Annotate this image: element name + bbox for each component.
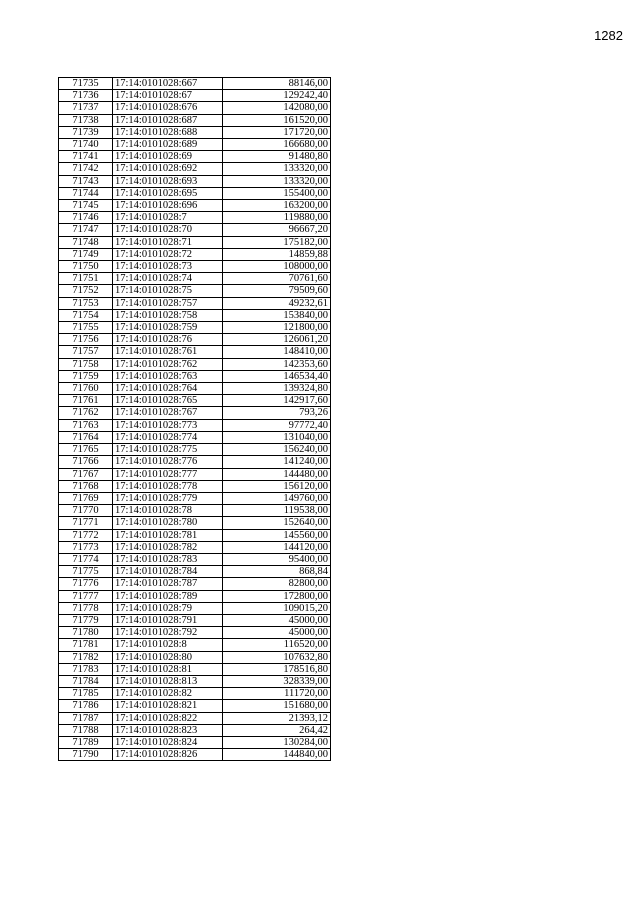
row-number-cell: 71744 — [59, 187, 113, 199]
table-row — [59, 590, 331, 602]
table-row — [59, 285, 331, 297]
row-number-cell: 71767 — [59, 468, 113, 480]
cadastral-number-cell: 17:14:0101028:778 — [113, 480, 223, 492]
cadastral-number-cell: 17:14:0101028:78 — [113, 505, 223, 517]
cadastral-value-cell: 142917,60 — [223, 395, 331, 407]
row-number-cell: 71762 — [59, 407, 113, 419]
cadastral-value-cell: 97772,40 — [223, 419, 331, 431]
cadastral-number-cell: 17:14:0101028:689 — [113, 139, 223, 151]
cadastral-number-cell: 17:14:0101028:787 — [113, 578, 223, 590]
cadastral-number-cell: 17:14:0101028:74 — [113, 273, 223, 285]
table-row — [59, 444, 331, 456]
table-row — [59, 639, 331, 651]
table-row — [59, 236, 331, 248]
cadastral-value-cell: 146534,40 — [223, 370, 331, 382]
cadastral-value-cell: 119538,00 — [223, 505, 331, 517]
cadastral-value-cell: 171720,00 — [223, 126, 331, 138]
cadastral-value-cell: 156240,00 — [223, 444, 331, 456]
table-row — [59, 675, 331, 687]
cadastral-value-cell: 133320,00 — [223, 175, 331, 187]
table-row — [59, 126, 331, 138]
cadastral-value-cell: 145560,00 — [223, 529, 331, 541]
cadastral-number-cell: 17:14:0101028:792 — [113, 627, 223, 639]
cadastral-number-cell: 17:14:0101028:791 — [113, 614, 223, 626]
cadastral-value-cell: 95400,00 — [223, 553, 331, 565]
cadastral-number-cell: 17:14:0101028:784 — [113, 566, 223, 578]
cadastral-value-cell: 155400,00 — [223, 187, 331, 199]
table-row — [59, 383, 331, 395]
cadastral-number-cell: 17:14:0101028:757 — [113, 297, 223, 309]
table-row — [59, 370, 331, 382]
cadastral-number-cell: 17:14:0101028:693 — [113, 175, 223, 187]
table-row — [59, 114, 331, 126]
cadastral-value-cell: 148410,00 — [223, 346, 331, 358]
cadastral-value-cell: 119880,00 — [223, 212, 331, 224]
cadastral-number-cell: 17:14:0101028:72 — [113, 248, 223, 260]
cadastral-number-cell: 17:14:0101028:687 — [113, 114, 223, 126]
row-number-cell: 71778 — [59, 602, 113, 614]
table-row — [59, 334, 331, 346]
table-row — [59, 456, 331, 468]
table-row — [59, 273, 331, 285]
table-row — [59, 492, 331, 504]
cadastral-number-cell: 17:14:0101028:779 — [113, 492, 223, 504]
table-row — [59, 736, 331, 748]
row-number-cell: 71751 — [59, 273, 113, 285]
cadastral-value-cell: 79509,60 — [223, 285, 331, 297]
row-number-cell: 71761 — [59, 395, 113, 407]
row-number-cell: 71787 — [59, 712, 113, 724]
cadastral-number-cell: 17:14:0101028:76 — [113, 334, 223, 346]
table-row — [59, 468, 331, 480]
row-number-cell: 71750 — [59, 261, 113, 273]
row-number-cell: 71747 — [59, 224, 113, 236]
row-number-cell: 71788 — [59, 724, 113, 736]
table-row — [59, 163, 331, 175]
table-row — [59, 261, 331, 273]
row-number-cell: 71752 — [59, 285, 113, 297]
table-row — [59, 480, 331, 492]
row-number-cell: 71784 — [59, 675, 113, 687]
table-row — [59, 90, 331, 102]
table-body — [59, 78, 331, 761]
cadastral-value-cell: 868,84 — [223, 566, 331, 578]
row-number-cell: 71741 — [59, 151, 113, 163]
cadastral-number-cell: 17:14:0101028:8 — [113, 639, 223, 651]
cadastral-value-cell: 163200,00 — [223, 200, 331, 212]
cadastral-number-cell: 17:14:0101028:70 — [113, 224, 223, 236]
cadastral-value-cell: 96667,20 — [223, 224, 331, 236]
table-row — [59, 529, 331, 541]
cadastral-value-cell: 45000,00 — [223, 614, 331, 626]
cadastral-value-cell: 130284,00 — [223, 736, 331, 748]
cadastral-value-cell: 45000,00 — [223, 627, 331, 639]
row-number-cell: 71770 — [59, 505, 113, 517]
cadastral-number-cell: 17:14:0101028:781 — [113, 529, 223, 541]
row-number-cell: 71774 — [59, 553, 113, 565]
cadastral-number-cell: 17:14:0101028:777 — [113, 468, 223, 480]
cadastral-number-cell: 17:14:0101028:676 — [113, 102, 223, 114]
row-number-cell: 71746 — [59, 212, 113, 224]
table-row — [59, 517, 331, 529]
cadastral-value-cell: 82800,00 — [223, 578, 331, 590]
cadastral-number-cell: 17:14:0101028:823 — [113, 724, 223, 736]
cadastral-number-cell: 17:14:0101028:776 — [113, 456, 223, 468]
cadastral-value-cell: 108000,00 — [223, 261, 331, 273]
cadastral-value-cell: 161520,00 — [223, 114, 331, 126]
cadastral-value-cell: 107632,80 — [223, 651, 331, 663]
row-number-cell: 71781 — [59, 639, 113, 651]
table-row — [59, 102, 331, 114]
row-number-cell: 71764 — [59, 431, 113, 443]
cadastral-value-cell: 142080,00 — [223, 102, 331, 114]
table-row — [59, 627, 331, 639]
row-number-cell: 71772 — [59, 529, 113, 541]
cadastral-value-cell: 21393,12 — [223, 712, 331, 724]
table-row — [59, 212, 331, 224]
table-row — [59, 224, 331, 236]
cadastral-number-cell: 17:14:0101028:73 — [113, 261, 223, 273]
cadastral-value-cell: 151680,00 — [223, 700, 331, 712]
cadastral-number-cell: 17:14:0101028:765 — [113, 395, 223, 407]
table-row — [59, 309, 331, 321]
row-number-cell: 71745 — [59, 200, 113, 212]
cadastral-value-cell: 172800,00 — [223, 590, 331, 602]
page-number: 1282 — [594, 28, 623, 43]
row-number-cell: 71783 — [59, 663, 113, 675]
cadastral-number-cell: 17:14:0101028:79 — [113, 602, 223, 614]
row-number-cell: 71769 — [59, 492, 113, 504]
table-row — [59, 419, 331, 431]
cadastral-number-cell: 17:14:0101028:773 — [113, 419, 223, 431]
cadastral-value-cell: 88146,00 — [223, 78, 331, 90]
cadastral-value-cell: 133320,00 — [223, 163, 331, 175]
cadastral-number-cell: 17:14:0101028:764 — [113, 383, 223, 395]
cadastral-number-cell: 17:14:0101028:695 — [113, 187, 223, 199]
table-row — [59, 431, 331, 443]
row-number-cell: 71777 — [59, 590, 113, 602]
row-number-cell: 71759 — [59, 370, 113, 382]
cadastral-number-cell: 17:14:0101028:69 — [113, 151, 223, 163]
cadastral-number-cell: 17:14:0101028:67 — [113, 90, 223, 102]
table-row — [59, 395, 331, 407]
row-number-cell: 71748 — [59, 236, 113, 248]
row-number-cell: 71763 — [59, 419, 113, 431]
cadastral-value-cell: 152640,00 — [223, 517, 331, 529]
table-row — [59, 602, 331, 614]
row-number-cell: 71760 — [59, 383, 113, 395]
cadastral-value-cell: 144480,00 — [223, 468, 331, 480]
row-number-cell: 71780 — [59, 627, 113, 639]
cadastral-value-cell: 156120,00 — [223, 480, 331, 492]
table-row — [59, 541, 331, 553]
cadastral-number-cell: 17:14:0101028:71 — [113, 236, 223, 248]
row-number-cell: 71766 — [59, 456, 113, 468]
table-row — [59, 151, 331, 163]
table-row — [59, 346, 331, 358]
cadastral-number-cell: 17:14:0101028:696 — [113, 200, 223, 212]
table-row — [59, 139, 331, 151]
row-number-cell: 71742 — [59, 163, 113, 175]
table-row — [59, 578, 331, 590]
table-row — [59, 749, 331, 761]
table-row — [59, 187, 331, 199]
cadastral-number-cell: 17:14:0101028:7 — [113, 212, 223, 224]
row-number-cell: 71789 — [59, 736, 113, 748]
cadastral-value-cell: 264,42 — [223, 724, 331, 736]
row-number-cell: 71749 — [59, 248, 113, 260]
row-number-cell: 71756 — [59, 334, 113, 346]
cadastral-number-cell: 17:14:0101028:783 — [113, 553, 223, 565]
cadastral-value-cell: 139324,80 — [223, 383, 331, 395]
cadastral-number-cell: 17:14:0101028:789 — [113, 590, 223, 602]
row-number-cell: 71736 — [59, 90, 113, 102]
row-number-cell: 71768 — [59, 480, 113, 492]
cadastral-value-cell: 111720,00 — [223, 688, 331, 700]
row-number-cell: 71740 — [59, 139, 113, 151]
cadastral-value-cell: 70761,60 — [223, 273, 331, 285]
cadastral-value-cell: 131040,00 — [223, 431, 331, 443]
cadastral-number-cell: 17:14:0101028:780 — [113, 517, 223, 529]
row-number-cell: 71765 — [59, 444, 113, 456]
cadastral-number-cell: 17:14:0101028:81 — [113, 663, 223, 675]
table-row — [59, 651, 331, 663]
row-number-cell: 71790 — [59, 749, 113, 761]
cadastral-value-cell: 142353,60 — [223, 358, 331, 370]
table-row — [59, 663, 331, 675]
cadastral-number-cell: 17:14:0101028:75 — [113, 285, 223, 297]
cadastral-number-cell: 17:14:0101028:759 — [113, 322, 223, 334]
table-row — [59, 566, 331, 578]
cadastral-number-cell: 17:14:0101028:667 — [113, 78, 223, 90]
row-number-cell: 71754 — [59, 309, 113, 321]
table-row — [59, 688, 331, 700]
row-number-cell: 71773 — [59, 541, 113, 553]
row-number-cell: 71776 — [59, 578, 113, 590]
table-row — [59, 248, 331, 260]
row-number-cell: 71738 — [59, 114, 113, 126]
cadastral-number-cell: 17:14:0101028:688 — [113, 126, 223, 138]
table-row — [59, 200, 331, 212]
cadastral-number-cell: 17:14:0101028:824 — [113, 736, 223, 748]
row-number-cell: 71779 — [59, 614, 113, 626]
table-row — [59, 358, 331, 370]
cadastral-value-cell: 91480,80 — [223, 151, 331, 163]
row-number-cell: 71785 — [59, 688, 113, 700]
table-row — [59, 322, 331, 334]
table-row — [59, 614, 331, 626]
cadastral-value-cell: 793,26 — [223, 407, 331, 419]
cadastral-value-cell: 166680,00 — [223, 139, 331, 151]
cadastral-number-cell: 17:14:0101028:80 — [113, 651, 223, 663]
cadastral-value-cell: 14859,88 — [223, 248, 331, 260]
cadastral-value-cell: 49232,61 — [223, 297, 331, 309]
cadastral-number-cell: 17:14:0101028:761 — [113, 346, 223, 358]
row-number-cell: 71735 — [59, 78, 113, 90]
cadastral-number-cell: 17:14:0101028:822 — [113, 712, 223, 724]
table-row — [59, 712, 331, 724]
table-row — [59, 724, 331, 736]
row-number-cell: 71771 — [59, 517, 113, 529]
table-row — [59, 297, 331, 309]
cadastral-number-cell: 17:14:0101028:813 — [113, 675, 223, 687]
cadastral-value-cell: 109015,20 — [223, 602, 331, 614]
cadastral-number-cell: 17:14:0101028:821 — [113, 700, 223, 712]
cadastral-value-cell: 126061,20 — [223, 334, 331, 346]
row-number-cell: 71755 — [59, 322, 113, 334]
row-number-cell: 71757 — [59, 346, 113, 358]
row-number-cell: 71743 — [59, 175, 113, 187]
table-row — [59, 700, 331, 712]
cadastral-number-cell: 17:14:0101028:774 — [113, 431, 223, 443]
cadastral-value-cell: 328339,00 — [223, 675, 331, 687]
row-number-cell: 71782 — [59, 651, 113, 663]
cadastral-value-table — [58, 77, 331, 761]
row-number-cell: 71758 — [59, 358, 113, 370]
cadastral-number-cell: 17:14:0101028:782 — [113, 541, 223, 553]
table-row — [59, 553, 331, 565]
cadastral-value-cell: 141240,00 — [223, 456, 331, 468]
cadastral-number-cell: 17:14:0101028:775 — [113, 444, 223, 456]
row-number-cell: 71775 — [59, 566, 113, 578]
cadastral-number-cell: 17:14:0101028:692 — [113, 163, 223, 175]
cadastral-value-cell: 121800,00 — [223, 322, 331, 334]
table-row — [59, 407, 331, 419]
cadastral-value-cell: 144120,00 — [223, 541, 331, 553]
cadastral-value-cell: 153840,00 — [223, 309, 331, 321]
cadastral-number-cell: 17:14:0101028:763 — [113, 370, 223, 382]
cadastral-value-cell: 178516,80 — [223, 663, 331, 675]
row-number-cell: 71739 — [59, 126, 113, 138]
cadastral-number-cell: 17:14:0101028:82 — [113, 688, 223, 700]
cadastral-number-cell: 17:14:0101028:762 — [113, 358, 223, 370]
cadastral-number-cell: 17:14:0101028:758 — [113, 309, 223, 321]
table-row — [59, 175, 331, 187]
cadastral-value-cell: 149760,00 — [223, 492, 331, 504]
cadastral-value-cell: 116520,00 — [223, 639, 331, 651]
cadastral-value-cell: 129242,40 — [223, 90, 331, 102]
cadastral-value-cell: 144840,00 — [223, 749, 331, 761]
table-row — [59, 78, 331, 90]
row-number-cell: 71786 — [59, 700, 113, 712]
row-number-cell: 71753 — [59, 297, 113, 309]
cadastral-number-cell: 17:14:0101028:767 — [113, 407, 223, 419]
table-row — [59, 505, 331, 517]
cadastral-number-cell: 17:14:0101028:826 — [113, 749, 223, 761]
cadastral-value-cell: 175182,00 — [223, 236, 331, 248]
row-number-cell: 71737 — [59, 102, 113, 114]
